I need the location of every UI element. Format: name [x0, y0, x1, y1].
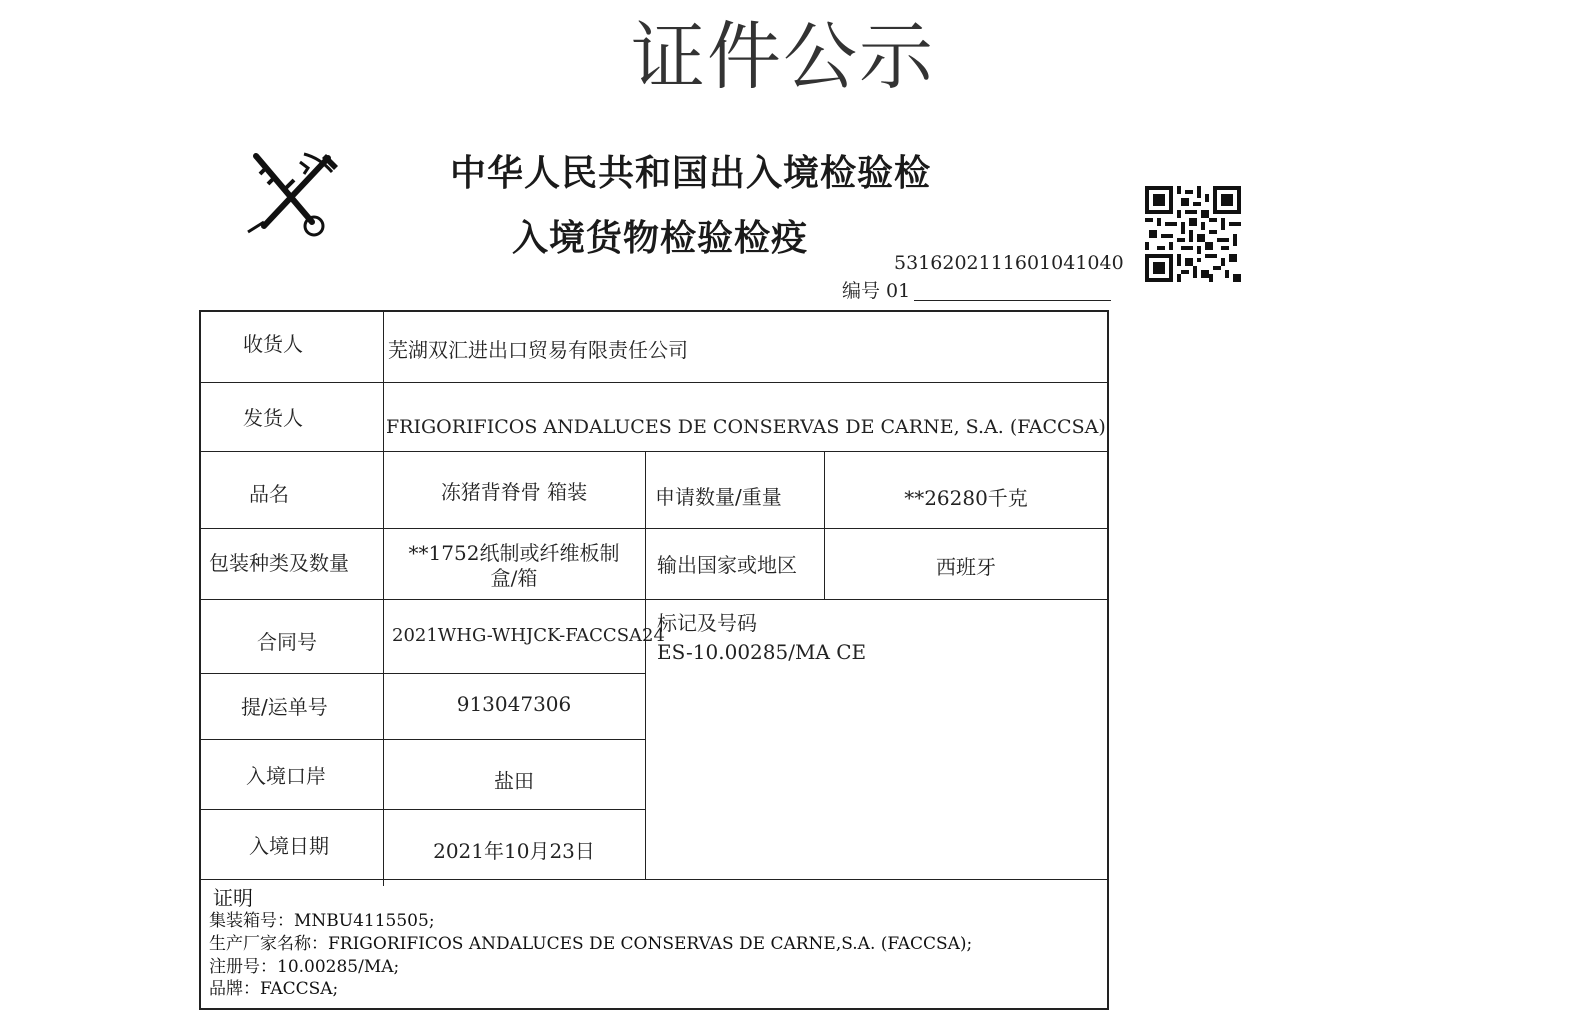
entry-date-value: 2021年10月23日: [433, 839, 595, 863]
certificate-number-label: 编号 01: [842, 280, 911, 302]
inspection-form: [199, 310, 1109, 1010]
row-divider: [201, 451, 1107, 452]
certification-line: 注册号：10.00285/MA;: [209, 957, 400, 977]
page-title: 证件公示: [631, 14, 935, 100]
origin-value: 西班牙: [936, 555, 996, 579]
certification-line: 品牌：FACCSA;: [209, 979, 339, 999]
product-value: 冻猪背脊骨 箱装: [440, 480, 588, 504]
consignee-value: 芜湖双汇进出口贸易有限责任公司: [388, 338, 688, 362]
quantity-label: 申请数量/重量: [655, 485, 782, 509]
product-label: 品名: [249, 482, 289, 506]
row-divider: [201, 382, 1107, 383]
row-divider: [201, 673, 645, 674]
contract-label: 合同号: [257, 630, 317, 654]
consignor-label: 发货人: [243, 406, 303, 430]
certification-line: 生产厂家名称：FRIGORIFICOS ANDALUCES DE CONSERVAS DE CARNE,S.A. (FACCSA);: [209, 934, 973, 954]
certificate-number: 5316202111601041040: [894, 252, 1124, 274]
port-of-entry-label: 入境口岸: [246, 764, 326, 788]
row-divider: [201, 599, 1107, 600]
entry-date-label: 入境日期: [249, 834, 329, 858]
marks-label: 标记及号码: [657, 611, 757, 635]
origin-label: 输出国家或地区: [657, 553, 797, 577]
column-divider: [383, 312, 384, 886]
row-divider: [201, 879, 1107, 880]
quantity-value: **26280千克: [904, 486, 1028, 510]
certificate-title-line2: 入境货物检验检疫: [512, 218, 809, 259]
marks-value: ES-10.00285/MA CE: [657, 640, 867, 664]
bill-of-lading-label: 提/运单号: [241, 695, 328, 719]
contract-value: 2021WHG-WHJCK-FACCSA24: [392, 625, 665, 646]
row-divider: [201, 809, 645, 810]
certificate-number-underline: [914, 300, 1111, 301]
consignee-label: 收货人: [243, 332, 303, 356]
row-divider: [201, 528, 1107, 529]
bill-of-lading-value: 913047306: [456, 692, 572, 716]
certificate-title-line1: 中华人民共和国出入境检验检: [450, 153, 932, 194]
row-divider: [201, 739, 645, 740]
packaging-value-line1: **1752纸制或纤维板制: [408, 541, 620, 565]
certification-line: 集装箱号：MNBU4115505;: [209, 911, 435, 931]
packaging-label: 包装种类及数量: [209, 551, 349, 575]
port-of-entry-value: 盐田: [494, 769, 534, 793]
column-divider: [645, 451, 646, 879]
certification-label: 证明: [213, 886, 253, 910]
packaging-value-line2: 盒/箱: [490, 566, 538, 590]
consignor-value: FRIGORIFICOS ANDALUCES DE CONSERVAS DE CARNE, S.A. (FACCSA): [386, 416, 1106, 438]
customs-emblem-icon: [242, 148, 340, 240]
qr-code-icon: [1145, 186, 1241, 282]
